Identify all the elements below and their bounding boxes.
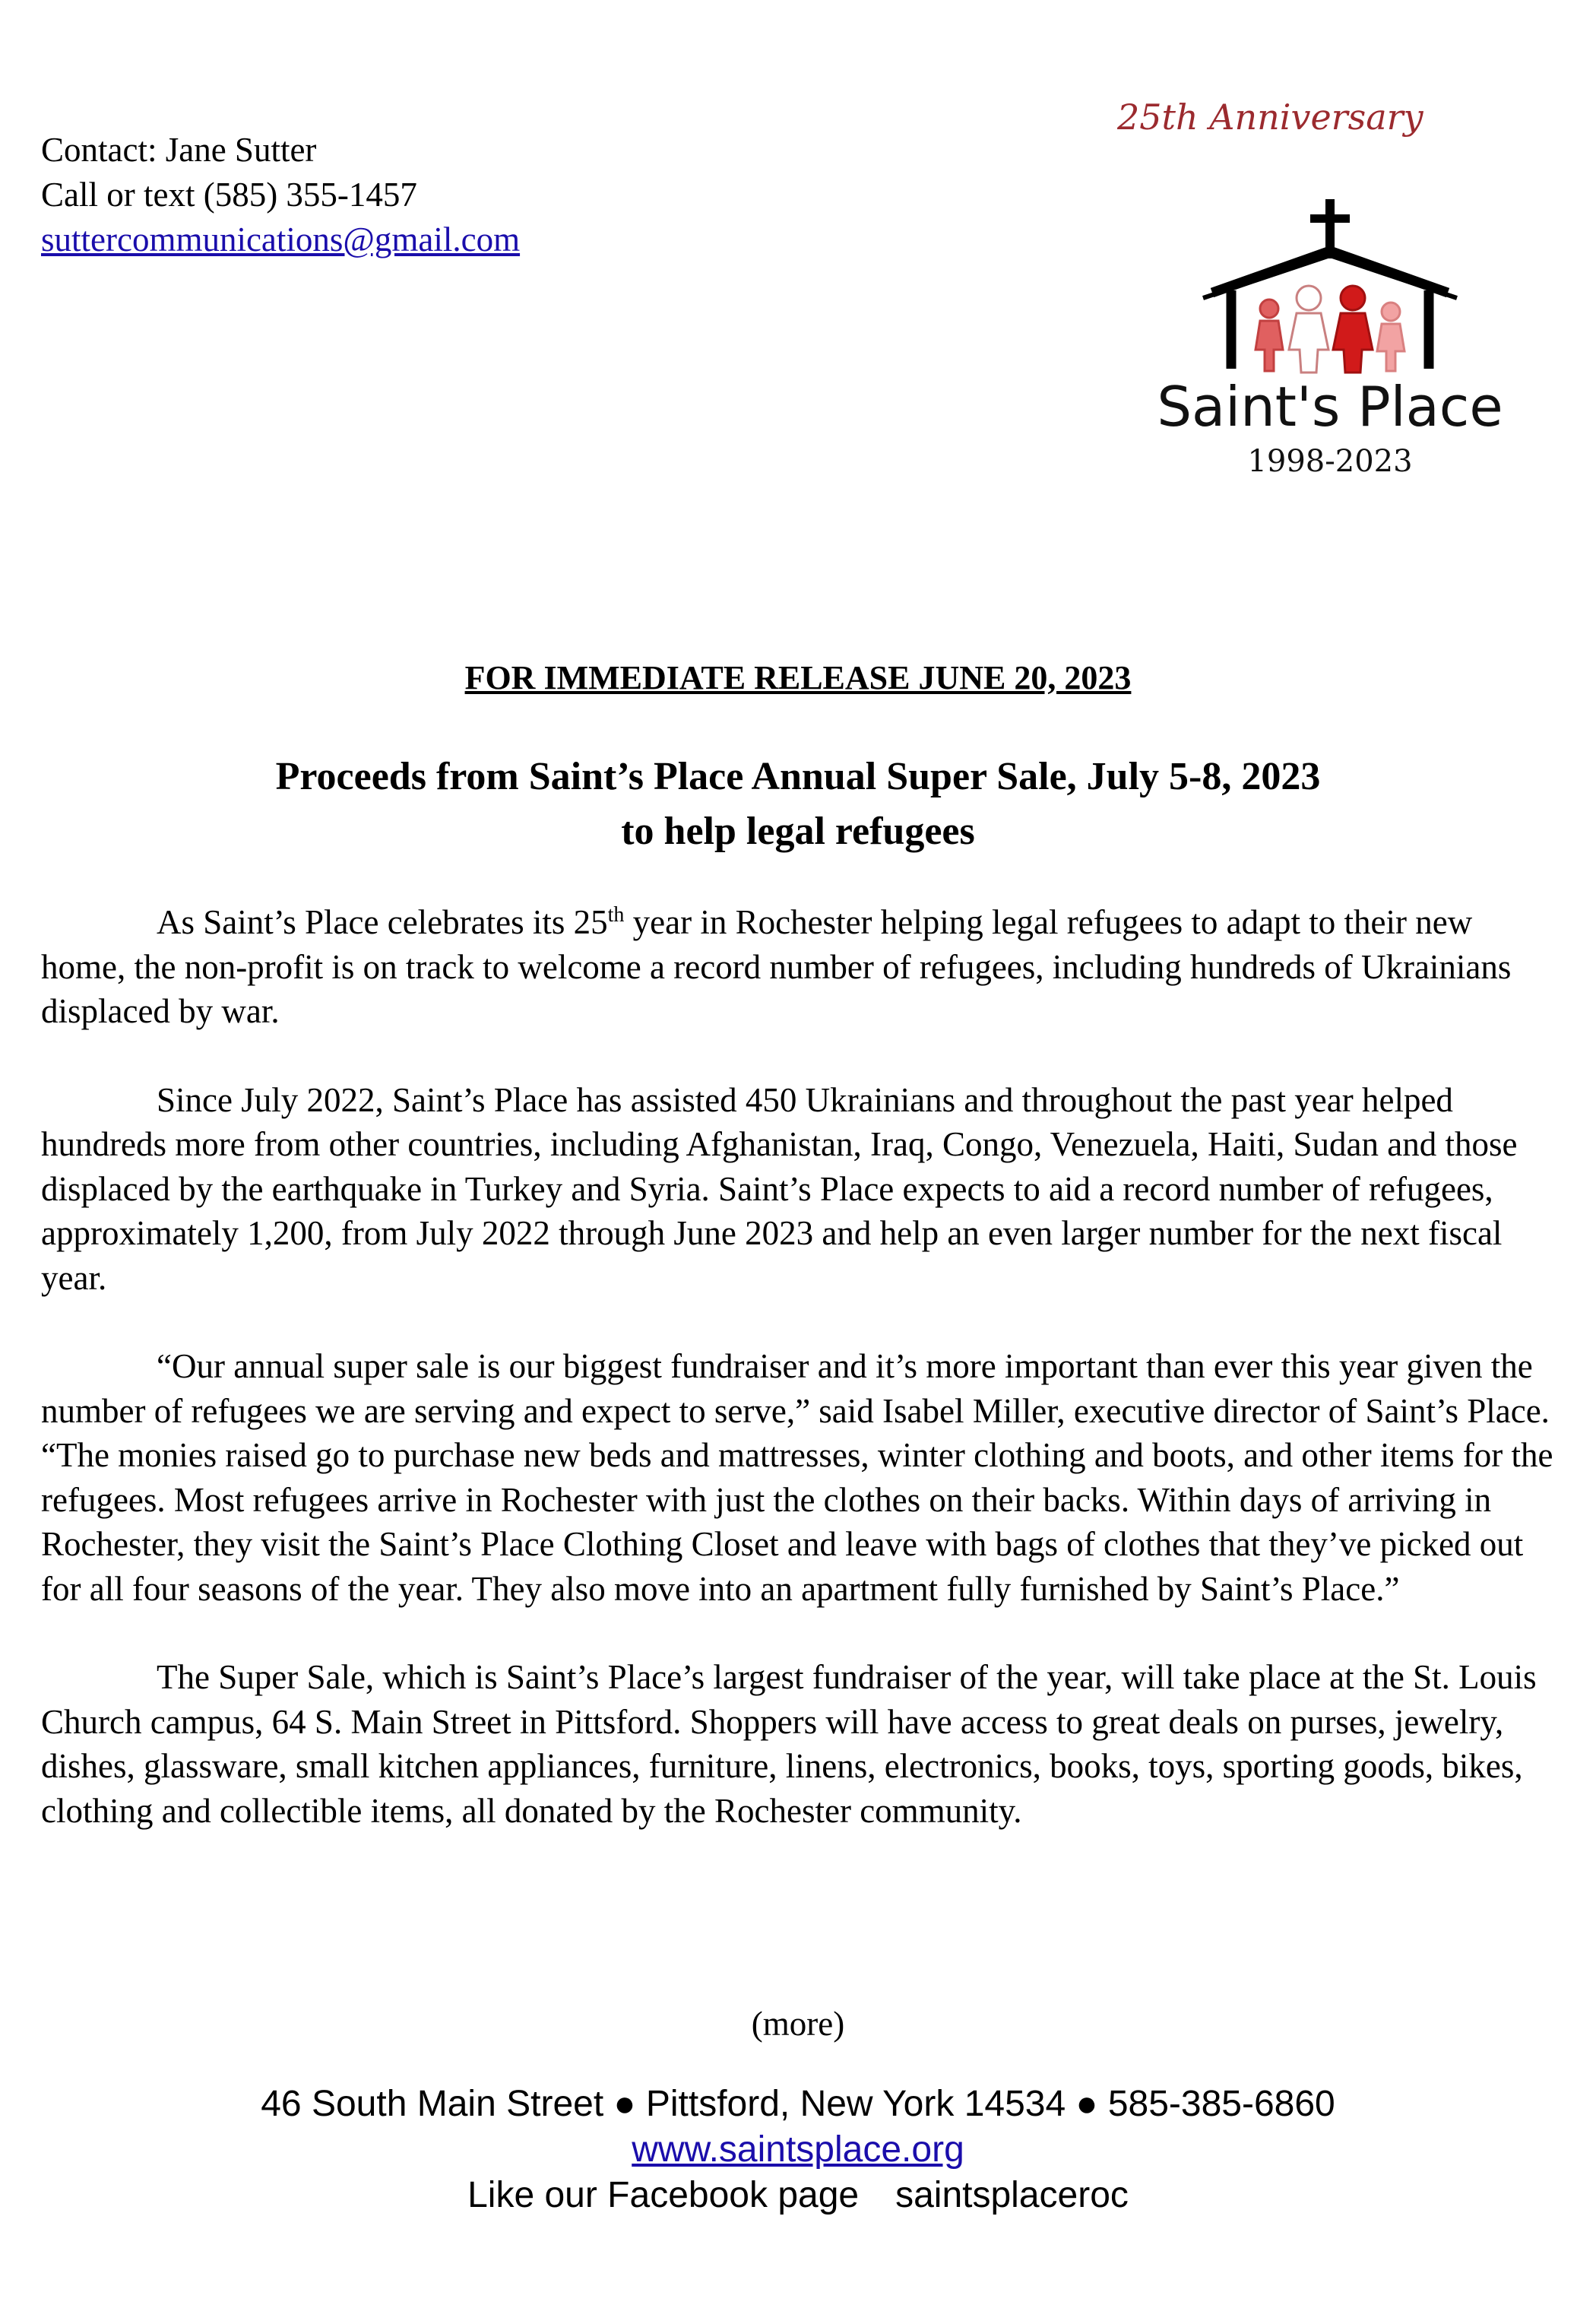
contact-name: Contact: Jane Sutter <box>41 131 317 169</box>
house-icon <box>1203 251 1457 369</box>
paragraph-1-part-a: As Saint’s Place celebrates its 25 <box>157 903 608 941</box>
paragraph-2: Since July 2022, Saint’s Place has assisted 450 Ukrainians and throughout the past year helped hundreds more from other countries, including Afghanistan, Iraq, Congo, Venezuela, Haiti, Sudan and those displaced by the earthquake in Turkey and Syria. Saint’s Place expects to aid a record number of refugees, approximately 1,200, from July 2022 through June 2023 and help an even larger number for the next fiscal year. <box>41 1080 1518 1297</box>
headline-line-2: to help legal refugees <box>621 810 975 853</box>
facebook-handle: saintsplaceroc <box>895 2175 1129 2215</box>
headline-line-1: Proceeds from Saint’s Place Annual Super Sale, July 5-8, 2023 <box>275 755 1321 798</box>
people-figures-icon <box>1256 286 1404 373</box>
ordinal-suffix: th <box>607 903 625 927</box>
release-date-text: FOR IMMEDIATE RELEASE JUNE 20, 2023 <box>464 659 1132 696</box>
headline <box>0 750 1596 859</box>
logo-name-text: Saint's Place <box>1157 375 1503 439</box>
facebook-label: Like our Facebook page <box>467 2175 860 2215</box>
paragraph-1 <box>41 900 1561 1034</box>
logo-years-text: 1998-2023 <box>1247 444 1413 479</box>
release-date-heading <box>0 658 1596 697</box>
footer-address: 46 South Main Street ● Pittsford, New York 14534 ● 585-385-6860 <box>261 2084 1335 2124</box>
more-indicator: (more) <box>751 2005 845 2043</box>
body-text <box>41 900 1561 1877</box>
paragraph-3: “Our annual super sale is our biggest fundraiser and it’s more important than ever this year given the number of refugees we are serving and expect to serve,” said Isabel Miller, executive director of Saint’s Place. “The monies raised go to purchase new beds and mattresses, winter clothing and boots, and other items for the refugees. Most refugees arrive in Rochester with just the clothes on their backs. Within days of arriving in Rochester, they visit the Saint’s Place Clothing Closet and leave with bags of clothes that they’ve picked out for all four seasons of the year. They also move into an apartment fully furnished by Saint’s Place.” <box>41 1347 1553 1608</box>
footer-facebook-line <box>0 2173 1596 2218</box>
paragraph-1-part-b: year in Rochester helping legal refugees to adapt to their new home, the non-profit is on track to welcome a record number of refugees, including hundreds of Ukrainians displaced by war. <box>41 903 1512 1030</box>
footer <box>0 2081 1596 2218</box>
contact-phone: Call or text (585) 355-1457 <box>41 176 417 214</box>
saints-place-logo <box>1117 97 1543 487</box>
logo-anniversary-text: 25th Anniversary <box>1117 97 1423 138</box>
contact-email-link[interactable]: suttercommunications@gmail.com <box>41 220 521 258</box>
contact-block <box>41 128 520 262</box>
paragraph-4: The Super Sale, which is Saint’s Place’s largest fundraiser of the year, will take place at the St. Louis Church campus, 64 S. Main Street in Pittsford. Shoppers will have access to great deals on purses, jewelry, dishes, glassware, small kitchen appliances, furniture, linens, electronics, books, toys, sporting goods, bikes, clothing and collectible items, all donated by the Rochester community. <box>41 1658 1537 1830</box>
footer-website-link[interactable]: www.saintsplace.org <box>632 2129 964 2170</box>
